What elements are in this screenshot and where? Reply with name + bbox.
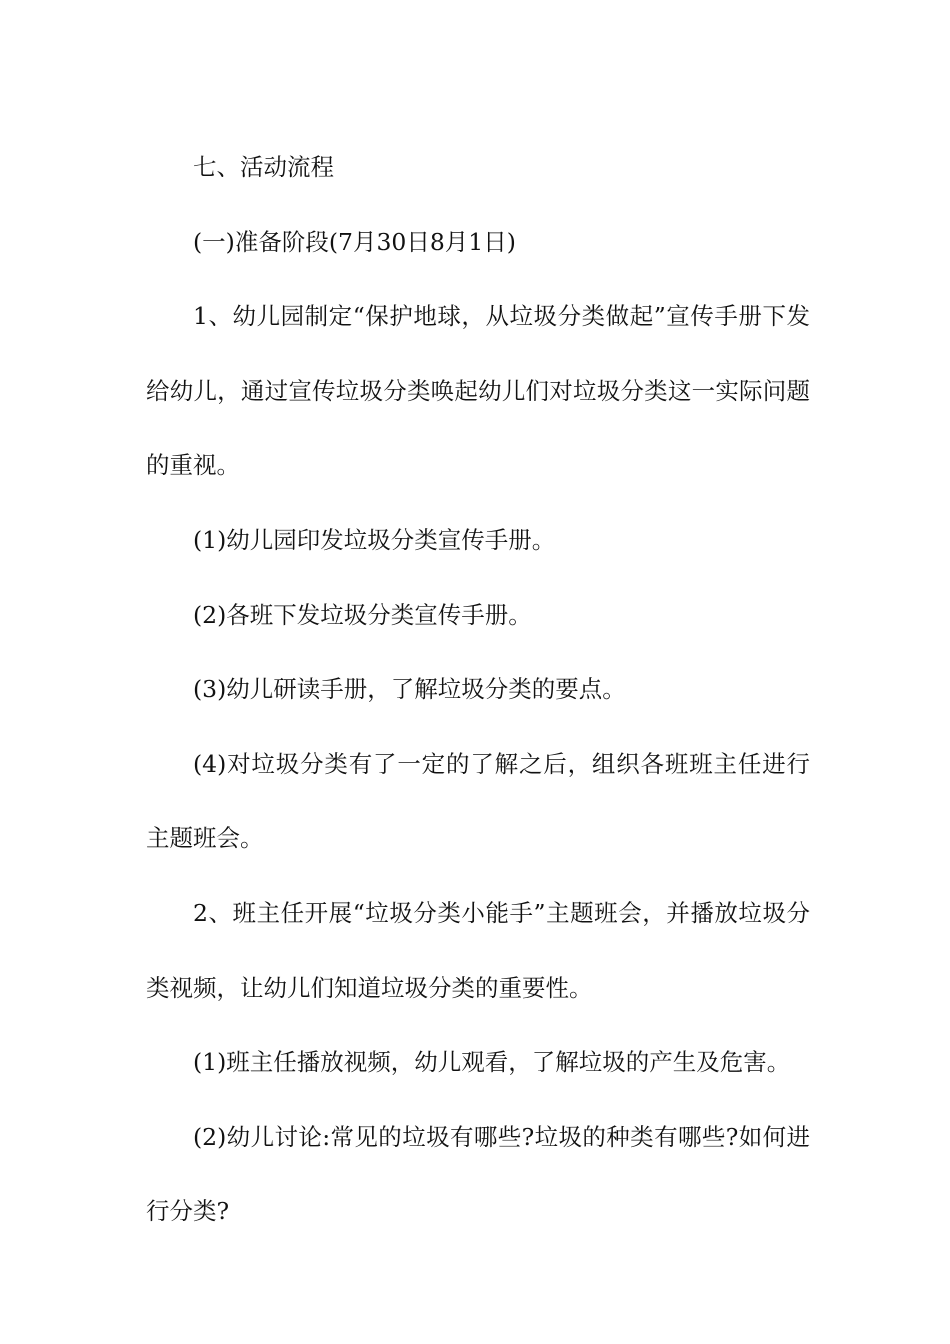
- subsection-heading: (一)准备阶段(7月30日8月1日): [193, 227, 516, 256]
- paragraph-item-1: 1、幼儿园制定“保护地球，从垃圾分类做起”宣传手册下发给幼儿，通过宣传垃圾分类唤起幼儿们对垃圾分类这一实际问题的重视。: [146, 302, 810, 480]
- paragraph-subitem-1-4: (4)对垃圾分类有了一定的了解之后，组织各班班主任进行主题班会。: [146, 749, 810, 853]
- paragraph-subitem-1-1: (1)幼儿园印发垃圾分类宣传手册。: [193, 525, 556, 554]
- paragraph-subitem-2-1: (1)班主任播放视频，幼儿观看，了解垃圾的产生及危害。: [193, 1048, 791, 1077]
- paragraph-subitem-1-3: (3)幼儿研读手册，了解垃圾分类的要点。: [193, 675, 626, 704]
- section-heading: 七、活动流程: [193, 153, 334, 181]
- document-body: [146, 130, 810, 1249]
- paragraph-subitem-2-2: (2)幼儿讨论:常见的垃圾有哪些?垃圾的种类有哪些?如何进行分类?: [146, 1122, 810, 1226]
- paragraph-subitem-1-2: (2)各班下发垃圾分类宣传手册。: [193, 600, 532, 629]
- paragraph-item-2: 2、班主任开展“垃圾分类小能手”主题班会，并播放垃圾分类视频，让幼儿们知道垃圾分类的重要性。: [146, 898, 810, 1002]
